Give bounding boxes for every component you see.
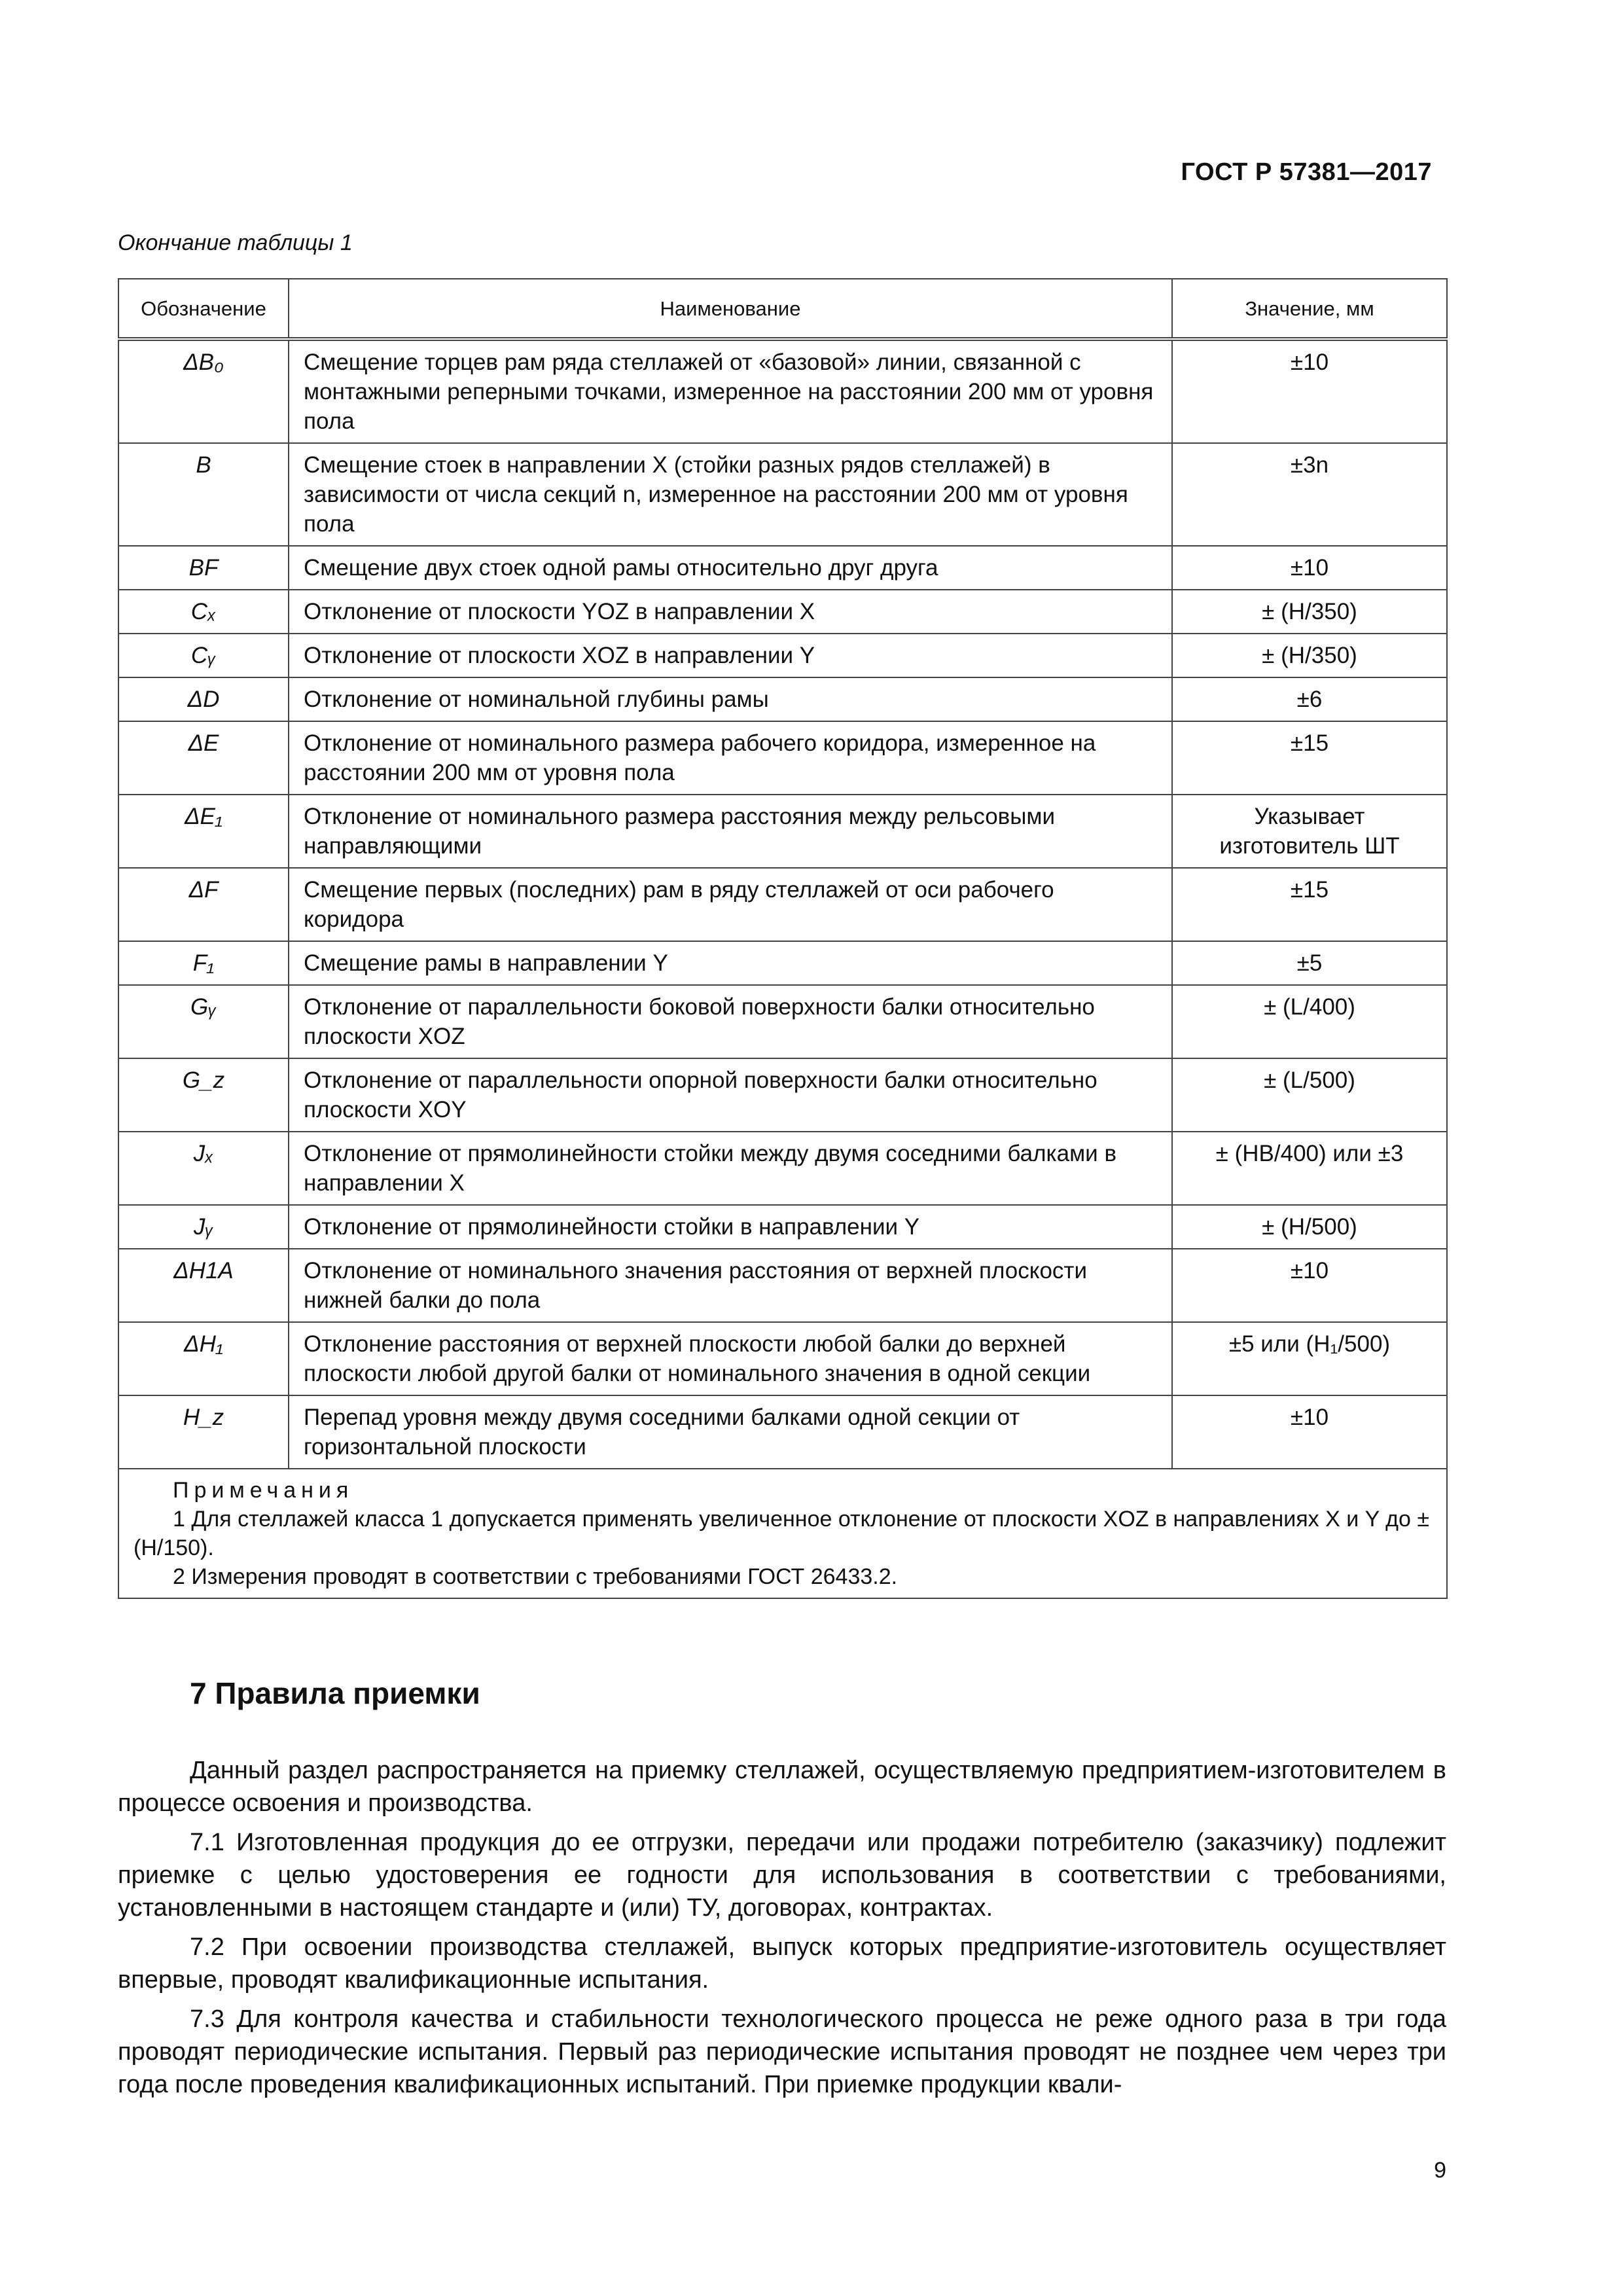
row-value: ± (HB/400) или ±3 — [1172, 1132, 1447, 1205]
table-row — [118, 868, 1447, 941]
row-name: Отклонение от номинального размера рабочего коридора, измеренное на расстоянии 200 мм от уровня пола — [289, 721, 1172, 795]
table-row — [118, 634, 1447, 677]
row-name: Смещение первых (последних) рам в ряду стеллажей от оси рабочего коридора — [289, 868, 1172, 941]
row-name: Перепад уровня между двумя соседними балками одной секции от горизонтальной плоскости — [289, 1395, 1172, 1469]
table-row — [118, 941, 1447, 985]
row-symbol: Gᵧ — [118, 985, 289, 1058]
row-name: Отклонение от номинальной глубины рамы — [289, 677, 1172, 721]
tolerance-table — [118, 278, 1448, 1599]
note-item: 2 Измерения проводят в соответствии с требованиями ГОСТ 26433.2. — [173, 1564, 898, 1589]
standard-header: ГОСТ Р 57381—2017 — [1181, 158, 1432, 186]
row-name: Отклонение от параллельности боковой поверхности балки относительно плоскости XOZ — [289, 985, 1172, 1058]
row-name: Отклонение от плоскости YOZ в направлении X — [289, 590, 1172, 634]
row-symbol: ΔH₁ — [118, 1322, 289, 1395]
table-row — [118, 546, 1447, 590]
row-name: Смещение торцев рам ряда стеллажей от «базовой» линии, связанной с монтажными реперными точками, измеренное на расстоянии 200 мм от уровня пола — [289, 339, 1172, 443]
table-row — [118, 1058, 1447, 1132]
paragraph: 7.2 При освоении производства стеллажей, выпуск которых предприятие-изготовитель осуществляет впервые, проводят квалификационные испытания. — [118, 1933, 1446, 1994]
row-symbol: ΔF — [118, 868, 289, 941]
row-name: Смещение стоек в направлении X (стойки разных рядов стеллажей) в зависимости от числа секций n, измеренное на расстоянии 200 мм от уровня пола — [289, 443, 1172, 546]
row-value: Указывает изготовитель ШТ — [1172, 795, 1447, 868]
row-name: Отклонение расстояния от верхней плоскости любой балки до верхней плоскости любой другой балки от номинального значения в одной секции — [289, 1322, 1172, 1395]
row-name: Отклонение от номинального значения расстояния от верхней плоскости нижней балки до пола — [289, 1249, 1172, 1322]
row-symbol: Cᵧ — [118, 634, 289, 677]
row-name: Отклонение от параллельности опорной поверхности балки относительно плоскости XOY — [289, 1058, 1172, 1132]
paragraph: 7.1 Изготовленная продукция до ее отгрузки, передачи или продажи потребителю (заказчику) подлежит приемке с целью удостоверения ее годности для использования в соответствии с требованиями, установленными в настоящем стандарте и (или) ТУ, договорах, контрактах. — [118, 1829, 1446, 1922]
row-name: Отклонение от плоскости XOZ в направлении Y — [289, 634, 1172, 677]
column-header-symbol: Обозначение — [118, 279, 289, 339]
row-name: Отклонение от прямолинейности стойки в направлении Y — [289, 1205, 1172, 1249]
row-value: ± (H/350) — [1172, 590, 1447, 634]
row-name: Смещение рамы в направлении Y — [289, 941, 1172, 985]
row-symbol: ΔB₀ — [118, 339, 289, 443]
row-symbol: BF — [118, 546, 289, 590]
row-symbol: Jₓ — [118, 1132, 289, 1205]
table-row — [118, 590, 1447, 634]
row-value: ±10 — [1172, 1395, 1447, 1469]
row-value: ± (L/500) — [1172, 1058, 1447, 1132]
table-header-row — [118, 279, 1447, 339]
row-value: ±5 — [1172, 941, 1447, 985]
paragraph: 7.3 Для контроля качества и стабильности технологического процесса не реже одного раза в три года проводят периодические испытания. Первый раз периодические испытания проводят не позднее чем через три года после проведения квалификационных испытаний. При приемке продукции квали- — [118, 2005, 1446, 2098]
row-symbol: Jᵧ — [118, 1205, 289, 1249]
row-value: ±10 — [1172, 339, 1447, 443]
table-notes-row — [118, 1469, 1447, 1598]
table-row — [118, 1132, 1447, 1205]
row-value: ±6 — [1172, 677, 1447, 721]
row-value: ±10 — [1172, 1249, 1447, 1322]
table-row — [118, 1205, 1447, 1249]
row-symbol: ΔD — [118, 677, 289, 721]
row-symbol: G_z — [118, 1058, 289, 1132]
paragraph: Данный раздел распространяется на приемку стеллажей, осуществляемую предприятием-изготовителем в процессе освоения и производства. — [118, 1757, 1446, 1817]
column-header-value: Значение, мм — [1172, 279, 1447, 339]
row-value: ± (H/350) — [1172, 634, 1447, 677]
row-value: ±3n — [1172, 443, 1447, 546]
row-symbol: Cₓ — [118, 590, 289, 634]
table-row — [118, 795, 1447, 868]
section-body — [118, 1754, 1446, 2108]
table-row — [118, 443, 1447, 546]
row-name: Смещение двух стоек одной рамы относительно друг друга — [289, 546, 1172, 590]
row-symbol: ΔE — [118, 721, 289, 795]
table-row — [118, 1322, 1447, 1395]
table-row — [118, 721, 1447, 795]
row-value: ±10 — [1172, 546, 1447, 590]
row-name: Отклонение от номинального размера расстояния между рельсовыми направляющими — [289, 795, 1172, 868]
section-title: 7 Правила приемки — [190, 1676, 480, 1710]
table-row — [118, 677, 1447, 721]
table-row — [118, 985, 1447, 1058]
table-notes — [118, 1469, 1447, 1598]
row-name: Отклонение от прямолинейности стойки между двумя соседними балками в направлении X — [289, 1132, 1172, 1205]
page-number: 9 — [1434, 2158, 1446, 2183]
table-row — [118, 1395, 1447, 1469]
row-symbol: ΔH1A — [118, 1249, 289, 1322]
row-symbol: H_z — [118, 1395, 289, 1469]
row-value: ±15 — [1172, 868, 1447, 941]
row-symbol: B — [118, 443, 289, 546]
row-value: ± (H/500) — [1172, 1205, 1447, 1249]
row-value: ±5 или (H₁/500) — [1172, 1322, 1447, 1395]
column-header-name: Наименование — [289, 279, 1172, 339]
table-row — [118, 1249, 1447, 1322]
table-caption: Окончание таблицы 1 — [118, 230, 353, 255]
row-value: ± (L/400) — [1172, 985, 1447, 1058]
row-symbol: ΔE₁ — [118, 795, 289, 868]
row-value: ±15 — [1172, 721, 1447, 795]
note-item: 1 Для стеллажей класса 1 допускается применять увеличенное отклонение от плоскости XOZ в направлениях X и Y до ± (H/150). — [134, 1507, 1430, 1560]
table-row — [118, 339, 1447, 443]
row-symbol: F₁ — [118, 941, 289, 985]
notes-heading: Примечания — [173, 1478, 354, 1503]
